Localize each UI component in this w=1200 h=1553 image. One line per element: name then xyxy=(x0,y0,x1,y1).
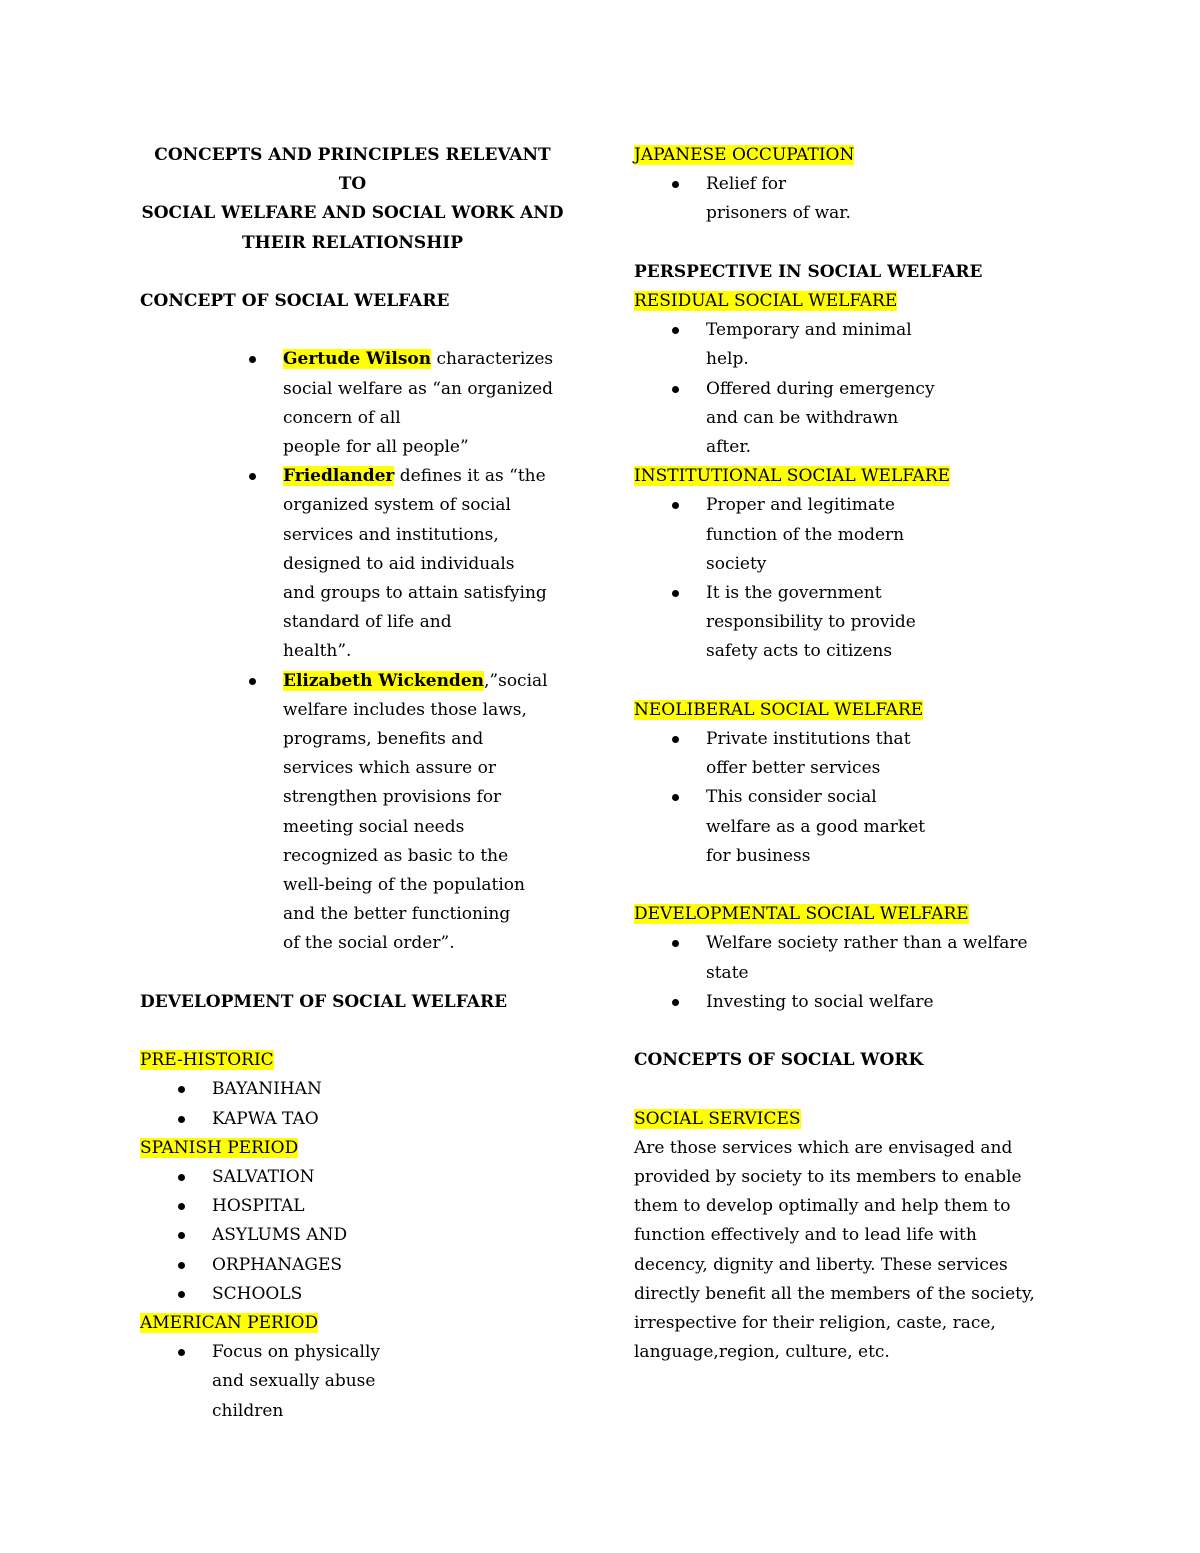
list-item: Temporary and minimal help. xyxy=(634,316,1074,374)
prehistoric-label: PRE-HISTORIC xyxy=(140,1050,274,1071)
social-services-paragraph: Are those services which are envisaged and provided by society to its members to enable them to develop optimally and help them to function effectively and to lead life with decency, dignity and liberty. These services directly benefit all the members of the society, irrespective for their religion, caste, race, language,region, culture, etc. xyxy=(634,1137,1035,1363)
definitions-list xyxy=(140,345,580,958)
list-item: SCHOOLS xyxy=(140,1280,580,1309)
definition-item: Elizabeth Wickenden,”social welfare includes those laws, programs, benefits and services which assure or strengthen provisions for meeting social needs recognized as basic to the well-being of the population and the better functioning of the social order”. xyxy=(140,667,580,959)
institutional-list xyxy=(634,491,1074,666)
spanish-label: SPANISH PERIOD xyxy=(140,1137,299,1158)
list-item: Offered during emergency and can be withdrawn after. xyxy=(634,375,1074,463)
list-item: Welfare society rather than a welfare state xyxy=(634,929,1074,987)
list-item: SALVATION xyxy=(140,1163,580,1192)
author-name: Gertude Wilson xyxy=(283,349,432,370)
list-item: ORPHANAGES xyxy=(140,1251,580,1280)
institutional-label: INSTITUTIONAL SOCIAL WELFARE xyxy=(634,466,951,487)
development-heading: DEVELOPMENT OF SOCIAL WELFARE xyxy=(140,991,508,1012)
list-item: Focus on physically and sexually abuse children xyxy=(140,1338,580,1426)
title-line: THEIR RELATIONSHIP xyxy=(242,232,463,253)
american-label: AMERICAN PERIOD xyxy=(140,1313,319,1334)
japanese-label: JAPANESE OCCUPATION xyxy=(634,145,855,165)
residual-list xyxy=(634,316,1074,462)
list-item: HOSPITAL xyxy=(140,1192,580,1221)
title-line: CONCEPTS AND PRINCIPLES RELEVANT TO xyxy=(154,145,551,195)
list-item: This consider social welfare as a good market for business xyxy=(634,783,1074,871)
list-item: ASYLUMS AND xyxy=(140,1221,580,1250)
definition-item: Gertude Wilson characterizes social welfare as “an organized concern of all people for all people” xyxy=(140,345,580,462)
title-line: SOCIAL WELFARE AND SOCIAL WORK AND xyxy=(141,203,564,224)
author-name: Elizabeth Wickenden xyxy=(283,670,484,691)
social-work-heading: CONCEPTS OF SOCIAL WORK xyxy=(634,1050,924,1071)
japanese-list xyxy=(634,170,1074,228)
definition-item: Friedlander defines it as “the organized system of social services and institutions, designed to aid individuals and groups to attain satisfying standard of life and health”. xyxy=(140,462,580,666)
list-item: KAPWA TAO xyxy=(140,1105,580,1134)
list-item: BAYANIHAN xyxy=(140,1075,580,1104)
list-item: Relief for prisoners of war. xyxy=(634,170,1074,228)
right-column xyxy=(634,141,1074,1367)
spanish-list xyxy=(140,1163,580,1309)
author-name: Friedlander xyxy=(283,466,395,487)
american-list xyxy=(140,1338,580,1426)
neoliberal-list xyxy=(634,725,1074,871)
developmental-label: DEVELOPMENTAL SOCIAL WELFARE xyxy=(634,904,969,925)
prehistoric-list xyxy=(140,1075,580,1133)
left-column xyxy=(140,141,580,1426)
neoliberal-label: NEOLIBERAL SOCIAL WELFARE xyxy=(634,699,924,720)
list-item: It is the government responsibility to provide safety acts to citizens xyxy=(634,579,1074,667)
perspective-heading: PERSPECTIVE IN SOCIAL WELFARE xyxy=(634,261,983,282)
list-item: Private institutions that offer better services xyxy=(634,725,1074,783)
list-item: Proper and legitimate function of the modern society xyxy=(634,491,1074,579)
residual-label: RESIDUAL SOCIAL WELFARE xyxy=(634,291,898,311)
social-services-label: SOCIAL SERVICES xyxy=(634,1108,801,1129)
list-item: Investing to social welfare xyxy=(634,988,1074,1017)
document-title xyxy=(140,141,565,258)
developmental-list xyxy=(634,929,1074,1017)
concept-heading: CONCEPT OF SOCIAL WELFARE xyxy=(140,291,450,311)
